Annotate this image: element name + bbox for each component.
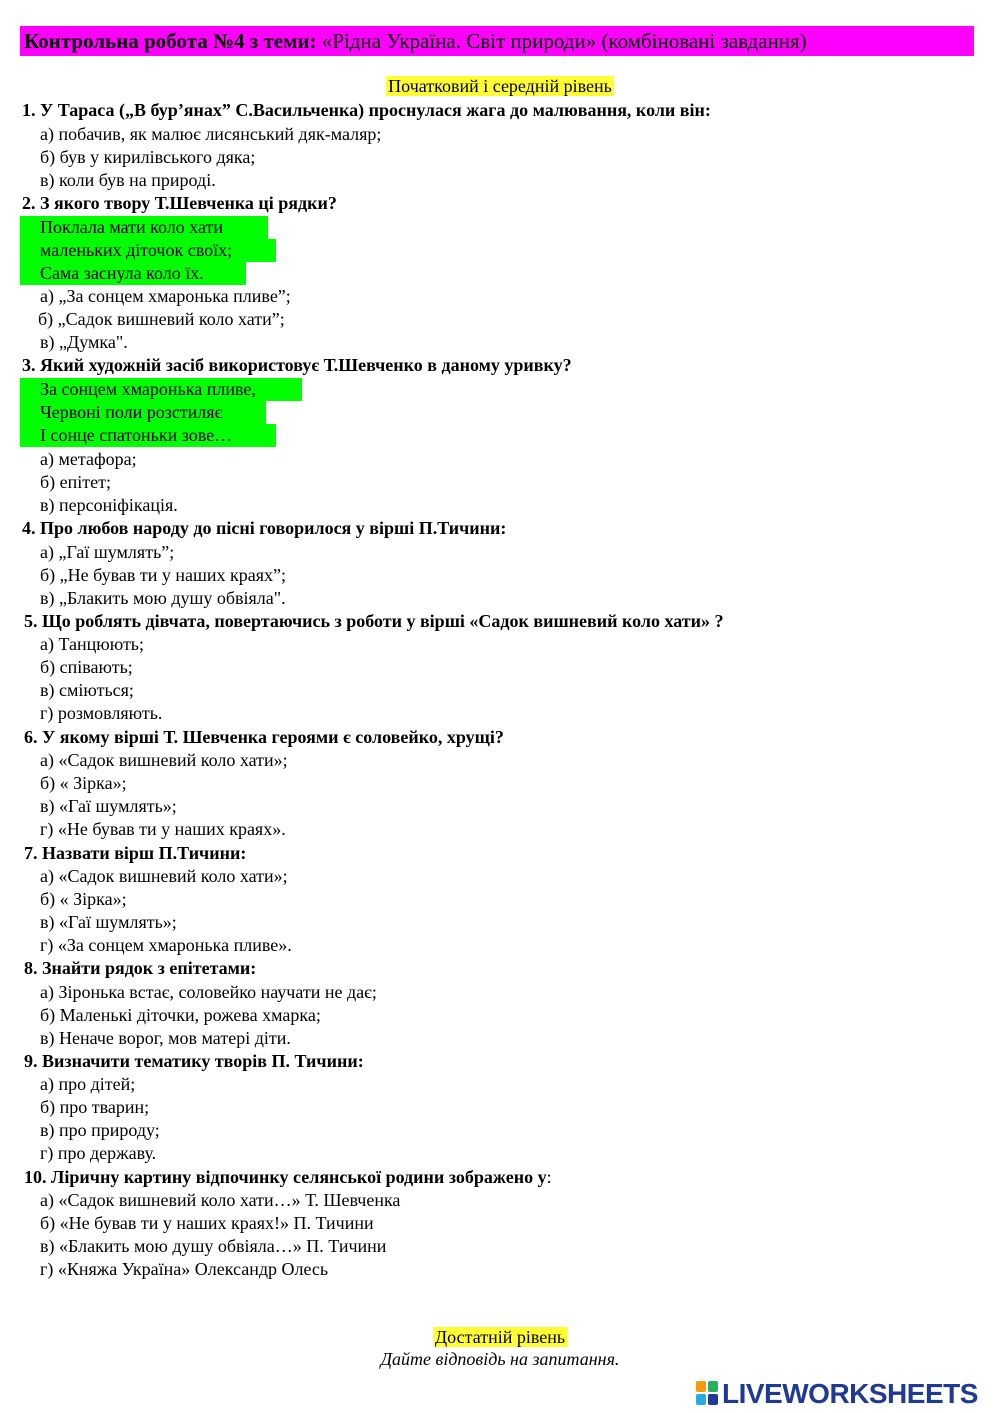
answer-10b: б) «Не бував ти у наших краях!» П. Тичини [40, 1213, 374, 1233]
answer-4b: б) „Не бував ти у наших краях”; [40, 565, 286, 585]
quote-3-line-1: За сонцем хмаронька пливе, [20, 378, 302, 401]
question-10-text: 10. Ліричну картину відпочинку селянської родини зображено у [24, 1167, 547, 1187]
answer-10a: а) «Садок вишневий коло хати…» Т. Шевченка [40, 1190, 401, 1210]
quote-3-line-3: І сонце спатоньки зове… [20, 424, 276, 447]
level-sufficient-label: Достатній рівень [434, 1327, 566, 1347]
liveworksheets-logo-text: LIVEWORKSHEETS [722, 1378, 978, 1409]
question-1: 1. У Тараса („В бур’янах” С.Васильченка) проснулася жага до малювання, коли він: [22, 100, 711, 120]
answer-5a: а) Танцюють; [40, 634, 145, 654]
question-4: 4. Про любов народу до пісні говорилося у вірші П.Тичини: [22, 518, 507, 538]
answer-1b: б) був у кирилівського дяка; [40, 147, 256, 167]
answer-9a: а) про дітей; [40, 1074, 136, 1094]
question-6: 6. У якому вірші Т. Шевченка героями є соловейко, хрущі? [24, 727, 504, 747]
question-8: 8. Знайти рядок з епітетами: [24, 958, 257, 978]
question-5: 5. Що роблять дівчата, повертаючись з роботи у вірші «Садок вишневий коло хати» ? [24, 611, 724, 631]
answer-2c: в) „Думка". [40, 332, 128, 352]
quote-3-line-2: Червоні поли розстиляє [20, 401, 266, 424]
liveworksheets-logo-icon [696, 1381, 718, 1405]
answer-6c: в) «Гаї шумлять»; [40, 796, 177, 816]
answer-10d: г) «Княжа Україна» Олександр Олесь [40, 1259, 329, 1279]
answer-4c: в) „Блакить мою душу обвіяла". [40, 588, 286, 608]
level-basic-label: Початковий і середній рівень [388, 76, 612, 96]
answer-8b: б) Маленькі діточки, рожева хмарка; [40, 1005, 321, 1025]
quote-2-line-2: маленьких діточок своїх; [20, 239, 276, 262]
answer-6d: г) «Не бував ти у наших краях». [40, 819, 286, 839]
answer-1a: а) побачив, як малює лисянський дяк-маляр; [40, 124, 382, 144]
answer-5d: г) розмовляють. [40, 703, 163, 723]
instruction: Дайте відповідь на запитання. [380, 1349, 620, 1369]
answer-8a: а) Зіронька встає, соловейко научати не дає; [40, 982, 377, 1002]
answer-10c: в) «Блакить мою душу обвіяла…» П. Тичини [40, 1236, 387, 1256]
answer-7d: г) «За сонцем хмаронька пливе». [40, 935, 292, 955]
liveworksheets-logo[interactable] [696, 1379, 996, 1409]
title-rest: «Рідна Україна. Світ природи» (комбіновані завдання) [316, 29, 807, 53]
answer-9c: в) про природу; [40, 1120, 160, 1140]
level-heading-basic [0, 76, 1000, 97]
answer-5c: в) сміються; [40, 680, 134, 700]
answer-3b: б) епітет; [40, 472, 111, 492]
question-10 [24, 1166, 552, 1189]
answer-5b: б) співають; [40, 657, 133, 677]
answer-8c: в) Неначе ворог, мов матері діти. [40, 1028, 291, 1048]
question-10-suffix: : [546, 1167, 552, 1187]
title-bold: Контрольна робота №4 з теми: [24, 29, 317, 53]
question-3: 3. Який художній засіб використовує Т.Шевченко в даному уривку? [22, 355, 572, 375]
answer-1c: в) коли був на природі. [40, 170, 216, 190]
answer-2b: б) „Садок вишневий коло хати”; [38, 309, 285, 329]
answer-9d: г) про державу. [40, 1143, 157, 1163]
answer-7b: б) « Зірка»; [40, 889, 127, 909]
answer-6b: б) « Зірка»; [40, 773, 127, 793]
quote-2-line-3: Сама заснула коло їх. [20, 262, 246, 285]
quote-2-line-1: Поклала мати коло хати [20, 216, 268, 239]
answer-7a: а) «Садок вишневий коло хати»; [40, 866, 288, 886]
answer-6a: а) «Садок вишневий коло хати»; [40, 750, 288, 770]
title-bar [20, 26, 974, 56]
answer-3a: а) метафора; [40, 449, 137, 469]
question-9: 9. Визначити тематику творів П. Тичини: [24, 1051, 364, 1071]
question-7: 7. Назвати вірш П.Тичини: [24, 843, 247, 863]
answer-4a: а) „Гаї шумлять”; [40, 542, 175, 562]
question-2: 2. З якого твору Т.Шевченка ці рядки? [22, 193, 337, 213]
answer-2a: а) „За сонцем хмаронька пливе”; [40, 286, 291, 306]
answer-3c: в) персоніфікація. [40, 495, 178, 515]
level-heading-sufficient [0, 1327, 1000, 1348]
answer-7c: в) «Гаї шумлять»; [40, 912, 177, 932]
answer-9b: б) про тварин; [40, 1097, 150, 1117]
